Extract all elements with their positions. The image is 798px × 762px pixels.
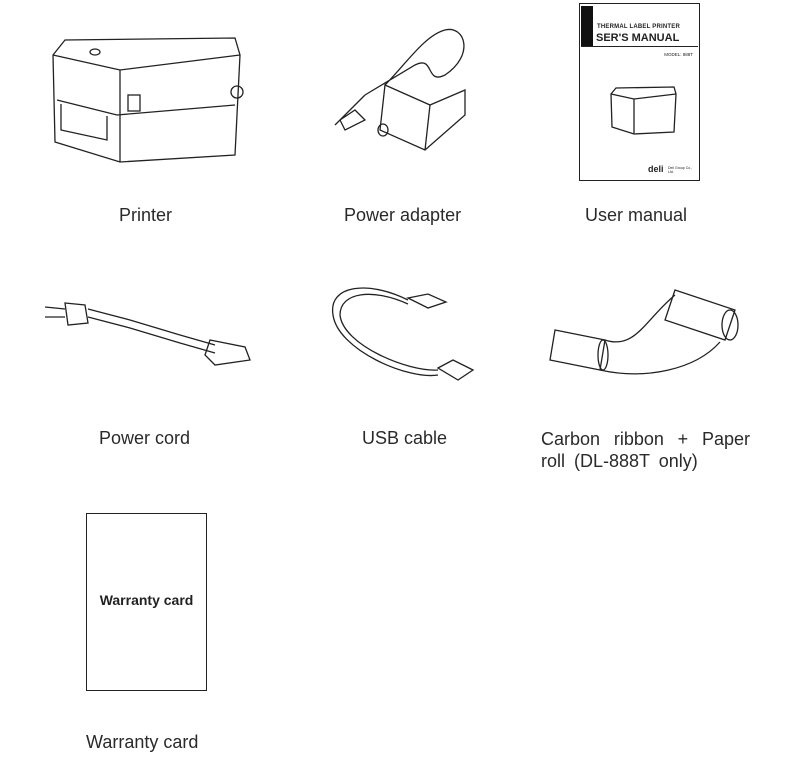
power-cord-icon xyxy=(40,295,255,370)
caption-printer: Printer xyxy=(119,205,173,225)
manual-cover-divider xyxy=(581,46,698,47)
user-manual-icon xyxy=(579,3,700,181)
caption-usb-cable: USB cable xyxy=(362,428,448,448)
caption-power-adapter: Power adapter xyxy=(344,205,462,225)
warranty-card-icon xyxy=(86,513,207,691)
manual-cover-letter-u xyxy=(581,6,593,46)
manual-brand-logo: deli xyxy=(648,164,664,174)
caption-ribbon-roll-line2: roll (DL-888T only) xyxy=(541,451,698,471)
caption-power-cord: Power cord xyxy=(99,428,191,448)
manual-brand-sub: Deli Group Co., Ltd. xyxy=(668,166,693,174)
usb-cable-icon xyxy=(328,280,488,390)
manual-cover-subtitle: SER'S MANUAL xyxy=(596,32,680,44)
warranty-card-label: Warranty card xyxy=(99,592,194,608)
power-adapter-icon xyxy=(325,25,485,155)
manual-printer-icon xyxy=(608,84,678,139)
caption-user-manual: User manual xyxy=(585,205,688,225)
manual-cover-model: MODEL: 888T xyxy=(664,52,693,57)
caption-warranty-card: Warranty card xyxy=(86,732,199,752)
manual-cover-title: THERMAL LABEL PRINTER xyxy=(597,24,680,30)
caption-ribbon-roll-line1: Carbon ribbon + Paper xyxy=(541,429,750,449)
ribbon-roll-icon xyxy=(545,280,755,390)
printer-icon xyxy=(45,30,245,170)
